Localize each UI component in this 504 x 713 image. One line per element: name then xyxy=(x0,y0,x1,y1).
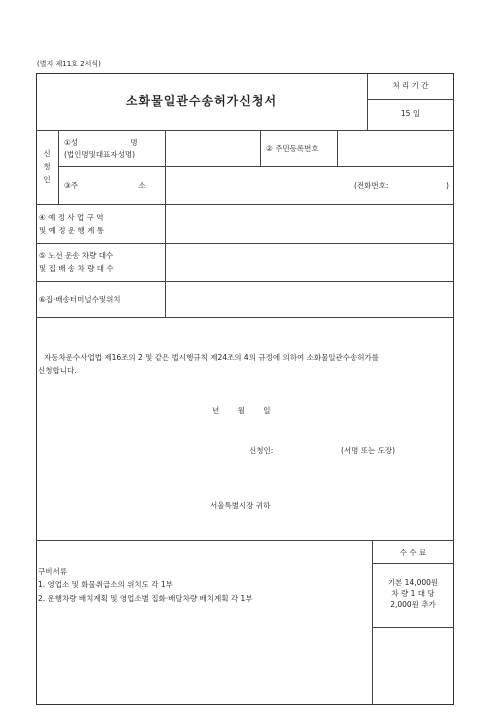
form-number: (별지 제11호 2서식) xyxy=(37,60,101,68)
attachment-item: 1. 영업소 및 화물취급소의 위치도 각 1부 xyxy=(38,580,173,589)
terminal-label: ⑥집·배송터미널수및위치 xyxy=(39,295,121,304)
addressee: 서울특별시장 귀하 xyxy=(210,501,271,510)
applicant-side-label-2: 청 xyxy=(43,162,51,171)
phone-label: (전화번호: xyxy=(354,181,389,190)
statement-text: 자동차운수사업법 제16조의 2 및 같은 법시행규칙 제24조의 4의 규정에 의하여 소화물일관수송허가를 xyxy=(44,353,380,362)
address-field[interactable] xyxy=(166,167,453,203)
address-label: ③주 소 xyxy=(64,181,146,190)
business-area-label-2: 및 예 정 운 행 계 통 xyxy=(39,226,105,235)
processing-period-label: 처 리 기 간 xyxy=(392,81,429,90)
attachment-item: 2. 운행차량 배치계획 및 영업소별 집화·배달차량 배치계획 각 1부 xyxy=(38,594,253,603)
processing-period-value: 15 일 xyxy=(400,109,421,118)
vehicle-count-field[interactable] xyxy=(166,244,453,280)
vehicle-count-label: ⑤ 노선 운송 차량 대수 xyxy=(39,251,114,260)
applicant-label-divider xyxy=(58,130,59,204)
business-area-label: ④ 예 정 사 업 구 역 xyxy=(39,213,104,222)
name-label xyxy=(64,138,159,147)
signature-placeholder: (서명 또는 도장) xyxy=(341,446,396,455)
statement-text-2: 신청합니다. xyxy=(38,366,77,375)
fee-divider xyxy=(372,540,373,705)
fee-per-vehicle: 차 량 1 대 당 xyxy=(391,589,435,598)
business-area-field[interactable] xyxy=(166,205,453,242)
reg-number-field[interactable] xyxy=(338,131,453,165)
phone-close: ) xyxy=(446,181,449,190)
applicant-side-label-3: 인 xyxy=(43,175,51,184)
name-label-text: ①성 명 xyxy=(64,138,138,147)
fee-base: 기본 14,000원 xyxy=(387,578,439,587)
name-sublabel: (법인명및대표자성명) xyxy=(64,150,136,159)
terminal-field[interactable] xyxy=(166,282,453,316)
applicant-side-label-1: 신 xyxy=(43,149,51,158)
vehicle-count-label-2: 및 집 배 송 차 량 대 수 xyxy=(39,264,114,273)
name-field[interactable] xyxy=(166,131,259,165)
application-date: 년 월 일 xyxy=(212,406,271,415)
fee-header-line xyxy=(372,563,454,564)
reg-number-label: ② 주민등록번호 xyxy=(266,144,319,153)
row6-bottom-line xyxy=(36,317,454,318)
fee-bottom-line xyxy=(372,627,454,628)
form-title: 소화물일관수송허가신청서 xyxy=(125,94,278,108)
attachments-heading: 구비서류 xyxy=(38,567,67,576)
processing-divider xyxy=(367,99,454,100)
fee-additional: 2,000원 추가 xyxy=(390,600,436,609)
statement-bottom-line xyxy=(36,540,454,541)
reg-number-left-divider xyxy=(260,130,261,166)
signer-label: 신청인: xyxy=(249,446,274,455)
fee-label: 수 수 료 xyxy=(399,548,427,557)
